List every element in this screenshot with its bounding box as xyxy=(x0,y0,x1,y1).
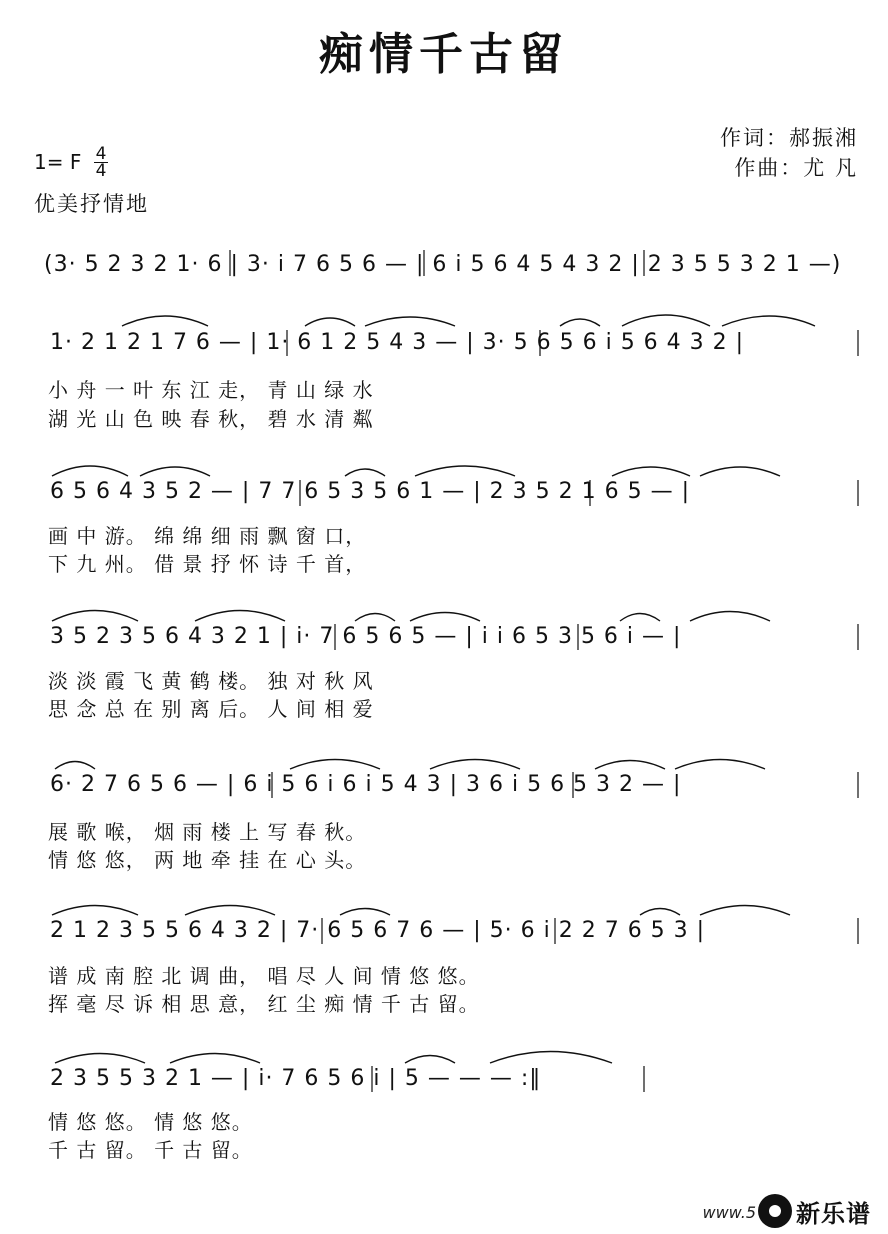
system-5-lyrics-verse2: 情 悠 悠， 两 地 牵 挂 在 心 头。 xyxy=(48,848,367,872)
system-2-lyrics-verse1: 小 舟 一 叶 东 江 走， 青 山 绿 水 xyxy=(48,378,374,402)
slur xyxy=(415,466,515,476)
slur xyxy=(195,611,285,622)
slur xyxy=(305,318,355,326)
slur xyxy=(700,906,790,916)
system-6-lyrics-verse2: 挥 毫 尽 诉 相 思 意， 红 尘 痴 情 千 古 留。 xyxy=(48,992,480,1016)
slur xyxy=(700,467,780,476)
slur xyxy=(622,315,710,326)
watermark-url: www.5 xyxy=(702,1203,756,1222)
system-3-lyrics-verse2: 下 九 州。 借 景 抒 怀 诗 千 首， xyxy=(48,552,367,576)
slur xyxy=(690,612,770,622)
lyricist-credit: 作词：郝振湘 xyxy=(720,126,858,150)
record-logo-icon xyxy=(758,1194,792,1228)
slur xyxy=(595,761,665,770)
slur xyxy=(722,316,815,326)
slur xyxy=(52,466,128,476)
system-7-notes: 2 3 5 5 3 2 1 — | i· 7 6 5 6 i | 5 — — — :‖ xyxy=(50,1066,542,1091)
slur xyxy=(620,614,660,622)
slur xyxy=(365,317,455,326)
song-title: 痴情千古留 xyxy=(319,29,569,80)
slur xyxy=(340,909,390,916)
slur xyxy=(55,1054,145,1064)
slur xyxy=(675,760,765,770)
system-3-lyrics-verse1: 画 中 游。 绵 绵 细 雨 飘 窗 口， xyxy=(48,524,367,548)
slur xyxy=(52,611,138,622)
slur xyxy=(140,467,210,476)
slur xyxy=(612,467,690,476)
system-4-notes: 3 5 2 3 5 6 4 3 2 1 | i· 7 6 5 6 5 — | i i 6 5 3 5 6 i — | xyxy=(50,624,682,649)
slur xyxy=(55,762,95,770)
slur xyxy=(290,760,380,770)
system-7-lyrics-verse1: 情 悠 悠。 情 悠 悠。 xyxy=(48,1110,253,1134)
slur xyxy=(410,613,480,622)
time-signature-top: 4 xyxy=(95,144,107,164)
key-signature: 1= F xyxy=(34,150,82,174)
system-5-lyrics-verse1: 展 歌 喉， 烟 雨 楼 上 写 春 秋。 xyxy=(48,820,367,844)
slur xyxy=(52,906,138,916)
slur xyxy=(170,1054,260,1064)
slur xyxy=(185,906,275,916)
slur xyxy=(560,319,600,326)
system-3-notes: 6 5 6 4 3 5 2 — | 7 7 6 5 3 5 6 1 — | 2 3 5 2 1 6 5 — | xyxy=(50,479,690,504)
slur xyxy=(430,760,520,770)
system-6-lyrics-verse1: 谱 成 南 腔 北 调 曲， 唱 尽 人 间 情 悠 悠。 xyxy=(48,964,480,988)
system-7-lyrics-verse2: 千 古 留。 千 古 留。 xyxy=(48,1138,253,1162)
system-6-notes: 2 1 2 3 5 5 6 4 3 2 | 7· 6 5 6 7 6 — | 5· 6 i 2 2 7 6 5 3 | xyxy=(50,918,706,943)
slur xyxy=(355,614,395,622)
slur xyxy=(640,909,680,916)
time-signature-bottom: 4 xyxy=(95,161,107,181)
system-4-lyrics-verse1: 淡 淡 霞 飞 黄 鹤 楼。 独 对 秋 风 xyxy=(48,669,374,693)
slur xyxy=(490,1052,612,1064)
tempo-marking: 优美抒情地 xyxy=(34,192,149,216)
system-4-lyrics-verse2: 思 念 总 在 别 离 后。 人 间 相 爱 xyxy=(48,697,374,721)
system-1-notes: (3· 5 2 3 2 1· 6 | 3· i 7 6 5 6 — | 6 i 5 6 4 5 4 3 2 | 2 3 5 5 3 2 1 —) xyxy=(44,252,842,277)
slur xyxy=(345,469,385,476)
logo-text: 新乐谱 xyxy=(796,1200,871,1228)
system-2-notes: 1· 2 1 2 1 7 6 — | 1· 6 1 2 5 4 3 — | 3· 5 6 5 6 i 5 6 4 3 2 | xyxy=(50,330,745,355)
slur xyxy=(405,1056,455,1064)
system-5-notes: 6· 2 7 6 5 6 — | 6 i 5 6 i 6 i 5 4 3 | 3 6 i 5 6 5 3 2 — | xyxy=(50,772,682,797)
slur xyxy=(122,316,208,326)
system-2-lyrics-verse2: 湖 光 山 色 映 春 秋， 碧 水 清 粼 xyxy=(48,407,374,431)
composer-credit: 作曲：尤 凡 xyxy=(734,156,858,180)
